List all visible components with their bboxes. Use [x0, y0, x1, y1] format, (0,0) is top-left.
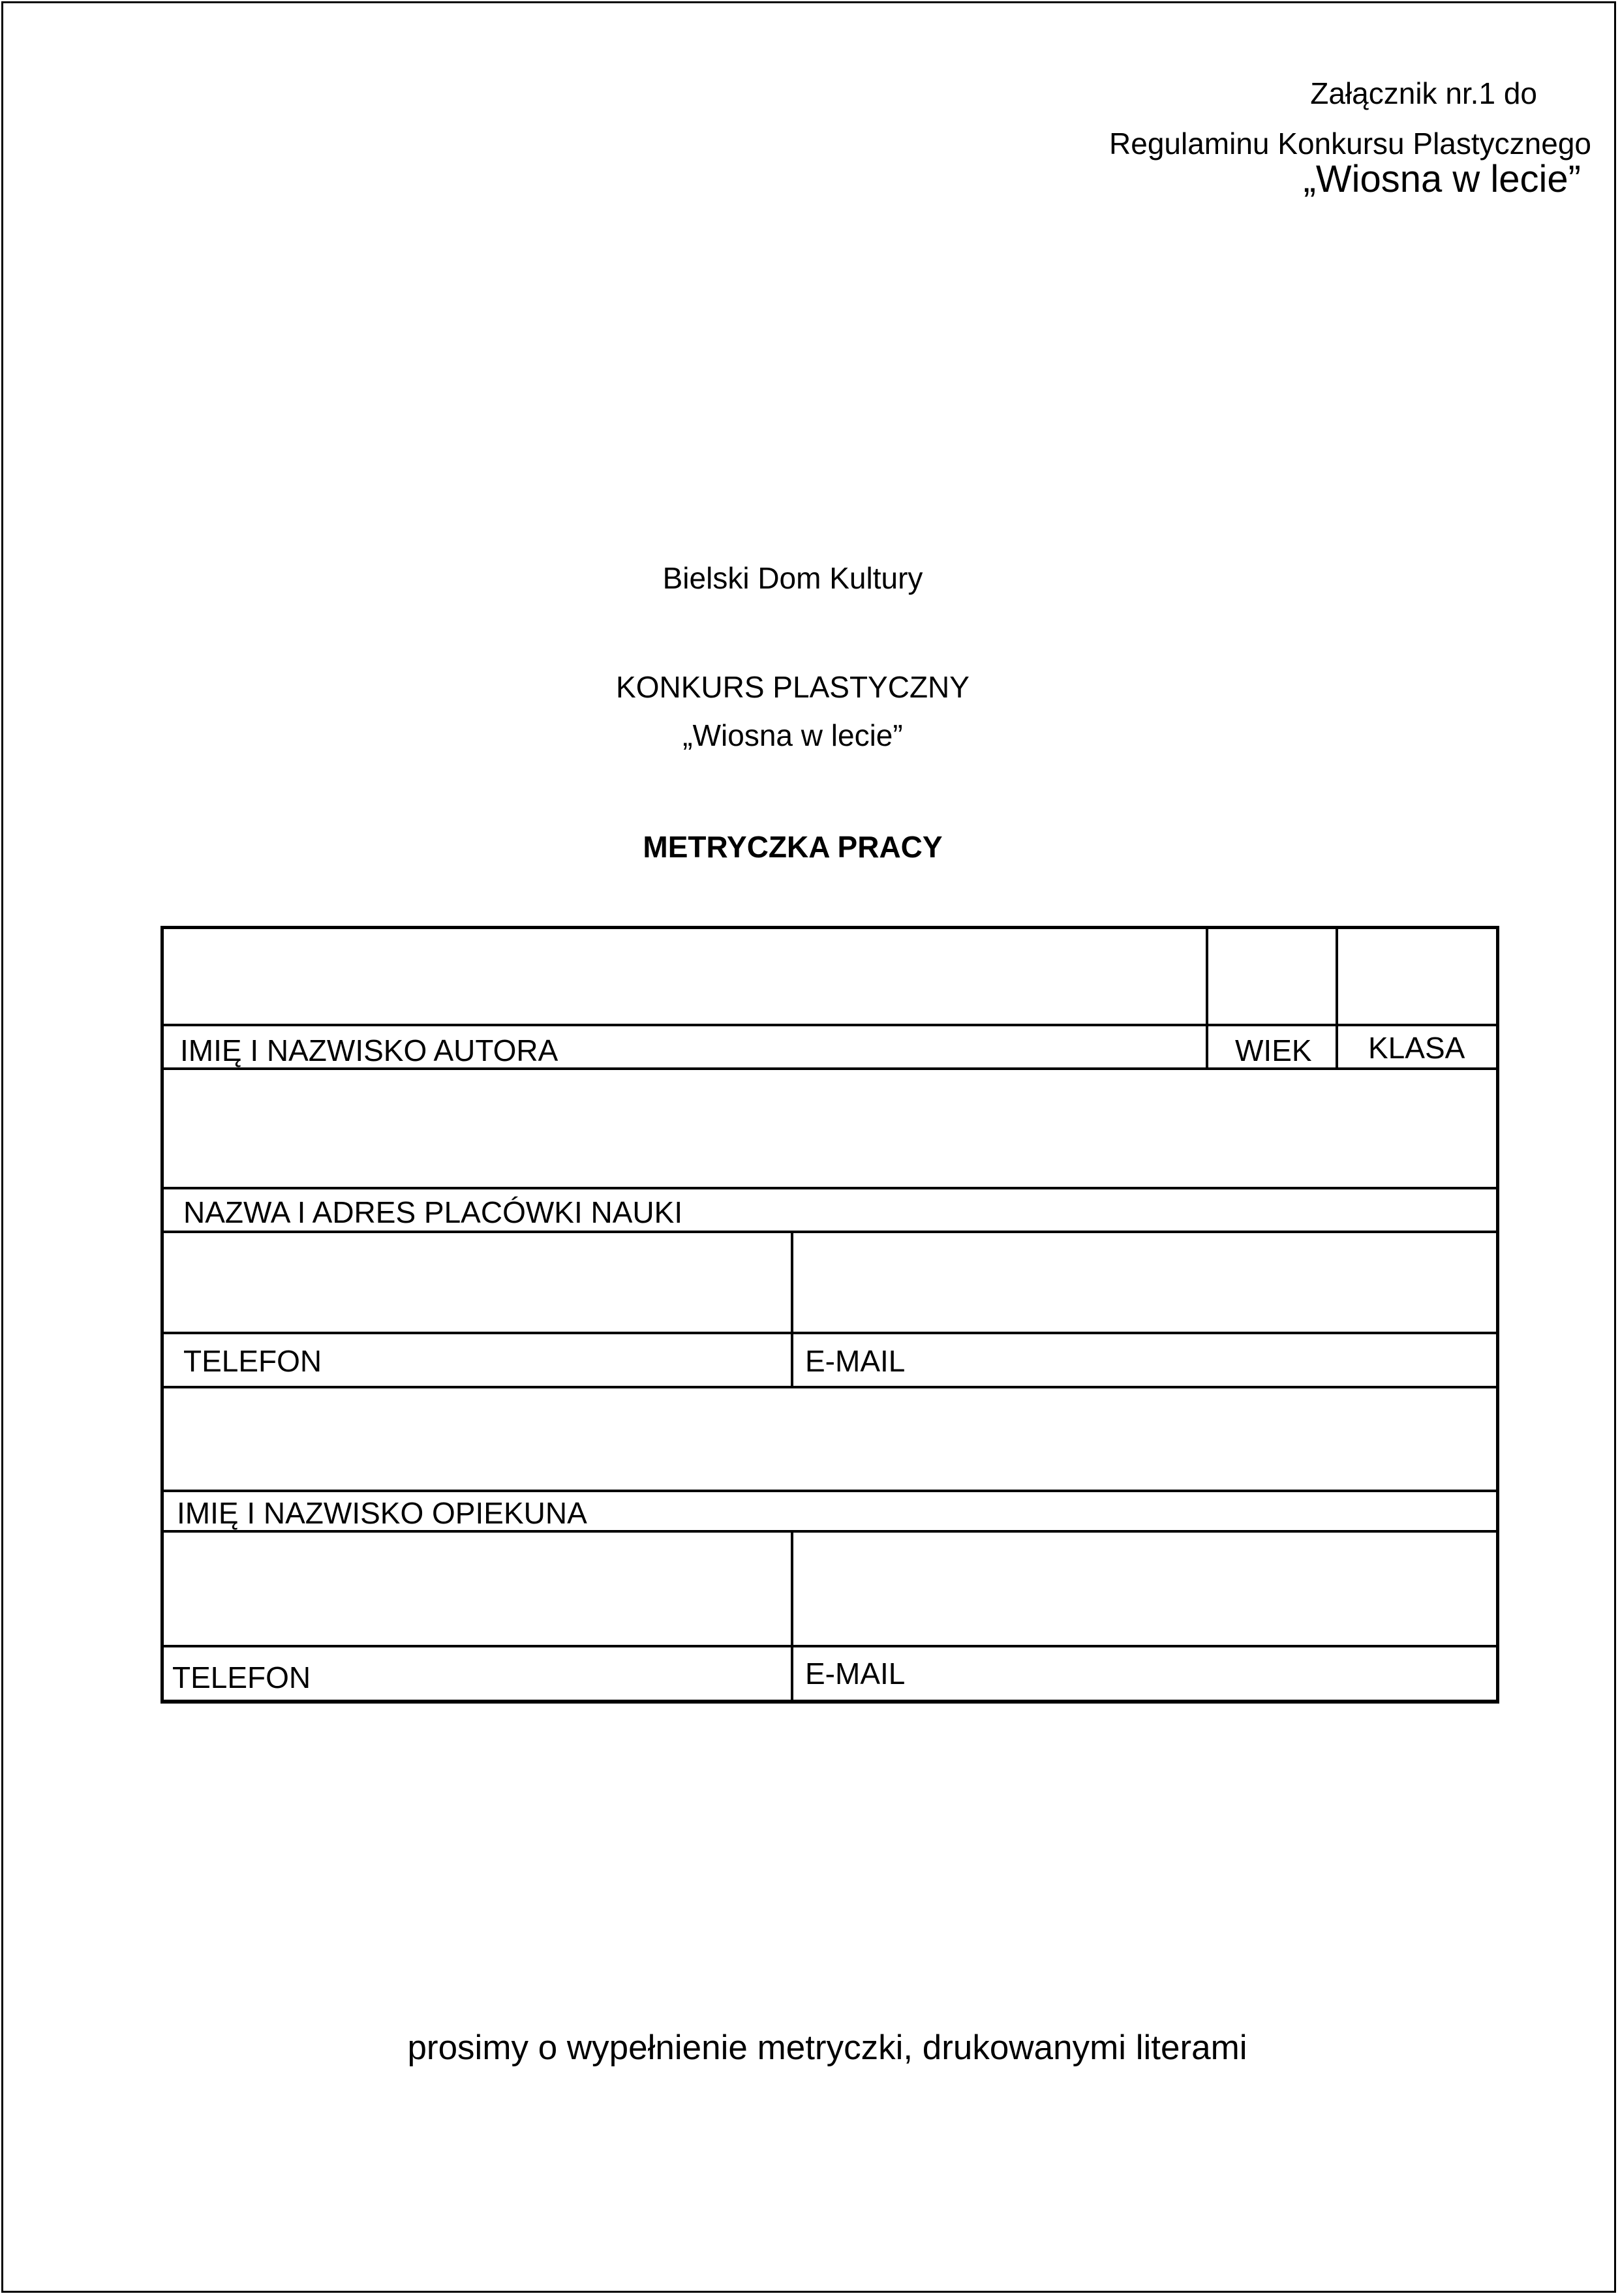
organizer-name: Bielski Dom Kultury: [662, 561, 923, 595]
attachment-label: Załącznik nr.1 do: [1310, 76, 1537, 110]
form-title: METRYCZKA PRACY: [643, 830, 943, 864]
school-email-field[interactable]: [793, 1233, 1496, 1332]
guardian-name-label: IMIĘ I NAZWISKO OPIEKUNA: [177, 1496, 587, 1530]
author-name-label: IMIĘ I NAZWISKO AUTORA: [180, 1033, 558, 1067]
school-phone-field[interactable]: [164, 1233, 791, 1332]
school-name-address-label: NAZWA I ADRES PLACÓWKI NAUKI: [183, 1195, 683, 1229]
guardian-email-label: E-MAIL: [805, 1657, 906, 1691]
contest-type: KONKURS PLASTYCZNY: [616, 670, 970, 704]
row2-label-line: [160, 1187, 1499, 1189]
age-label: WIEK: [1235, 1033, 1312, 1067]
row3-label-line: [160, 1332, 1499, 1334]
school-email-label: E-MAIL: [805, 1344, 906, 1378]
guardian-name-field[interactable]: [164, 1388, 1496, 1490]
guardian-phone-label: TELEFON: [172, 1661, 311, 1694]
guardian-email-field[interactable]: [793, 1533, 1496, 1645]
row4-label-line: [160, 1490, 1499, 1492]
school-name-address-field[interactable]: [164, 1070, 1496, 1187]
school-phone-label: TELEFON: [183, 1344, 322, 1378]
guardian-phone-field[interactable]: [164, 1533, 791, 1645]
footer-instruction: prosimy o wypełnienie metryczki, drukowanymi literami: [407, 2028, 1247, 2067]
row1-label-line: [160, 1024, 1499, 1026]
class-label: KLASA: [1368, 1031, 1465, 1065]
regulation-label: Regulaminu Konkursu Plastycznego: [1109, 127, 1591, 161]
age-field[interactable]: [1208, 929, 1336, 1024]
contest-title: „Wiosna w lecie”: [682, 718, 903, 752]
table-bottom-border: [160, 1700, 1499, 1704]
author-name-field[interactable]: [164, 929, 1206, 1024]
row5-label-line: [160, 1645, 1499, 1647]
header-contest-name: „Wiosna w lecie”: [1303, 158, 1581, 200]
class-field[interactable]: [1338, 929, 1496, 1024]
table-right-border: [1496, 926, 1499, 1703]
